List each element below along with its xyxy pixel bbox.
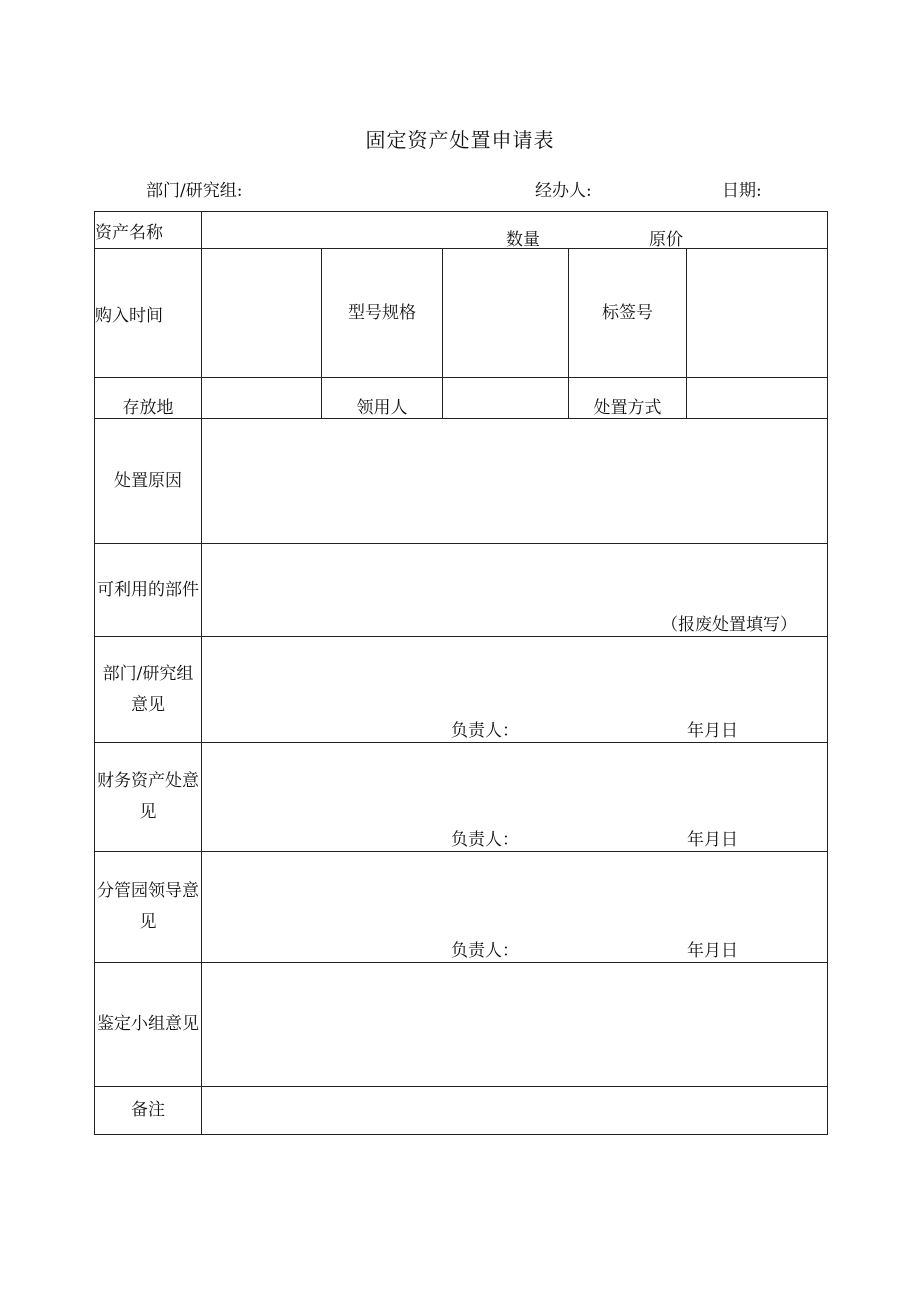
leader-date-label: 年月日	[687, 941, 738, 961]
dept-opinion-field[interactable]	[202, 637, 828, 743]
asset-name-label: 资产名称	[95, 212, 202, 249]
finance-date-label: 年月日	[687, 830, 738, 850]
purchase-row	[95, 249, 828, 378]
department-label: 部门/研究组:	[146, 181, 243, 201]
dept-signer-label: 负责人：	[451, 721, 519, 741]
usable-parts-field[interactable]	[202, 544, 828, 637]
asset-name-row	[95, 212, 828, 249]
dept-date-label: 年月日	[687, 721, 738, 741]
remarks-label: 备注	[95, 1087, 202, 1135]
appraisal-opinion-row	[95, 963, 828, 1087]
model-spec-label: 型号规格	[322, 249, 443, 378]
disposal-method-label: 处置方式	[569, 378, 687, 419]
usable-parts-label: 可利用的部件	[95, 544, 202, 637]
finance-opinion-field[interactable]	[202, 743, 828, 852]
reason-row	[95, 419, 828, 544]
leader-opinion-label: 分管园领导意见	[95, 852, 202, 963]
purchase-time-field[interactable]	[202, 249, 322, 378]
disposal-reason-field[interactable]	[202, 419, 828, 544]
remarks-field[interactable]	[202, 1087, 828, 1135]
finance-opinion-row	[95, 743, 828, 852]
leader-opinion-field[interactable]	[202, 852, 828, 963]
recipient-field[interactable]	[443, 378, 569, 419]
purchase-time-label: 购入时间	[95, 249, 202, 378]
appraisal-opinion-label: 鉴定小组意见	[95, 963, 202, 1087]
disposal-reason-label: 处置原因	[95, 419, 202, 544]
disposal-method-field[interactable]	[687, 378, 828, 419]
remarks-row	[95, 1087, 828, 1135]
tag-number-field[interactable]	[687, 249, 828, 378]
dept-opinion-row	[95, 637, 828, 743]
disposal-form-table	[94, 211, 828, 1135]
handler-label: 经办人:	[535, 181, 592, 201]
original-price-label: 原价	[649, 230, 683, 250]
model-spec-field[interactable]	[443, 249, 569, 378]
storage-row	[95, 378, 828, 419]
usable-parts-row	[95, 544, 828, 637]
appraisal-opinion-field[interactable]	[202, 963, 828, 1087]
dept-opinion-label: 部门/研究组意见	[95, 637, 202, 743]
recipient-label: 领用人	[322, 378, 443, 419]
tag-number-label: 标签号	[569, 249, 687, 378]
form-title: 固定资产处置申请表	[365, 128, 555, 152]
finance-opinion-label: 财务资产处意见	[95, 743, 202, 852]
quantity-label: 数量	[506, 230, 540, 250]
asset-name-field[interactable]	[202, 212, 828, 249]
scrap-note: （报废处置填写）	[661, 615, 798, 635]
storage-location-label: 存放地	[95, 378, 202, 419]
leader-signer-label: 负责人：	[451, 941, 519, 961]
leader-opinion-row	[95, 852, 828, 963]
finance-signer-label: 负责人：	[451, 830, 519, 850]
date-label: 日期:	[722, 181, 762, 201]
storage-location-field[interactable]	[202, 378, 322, 419]
